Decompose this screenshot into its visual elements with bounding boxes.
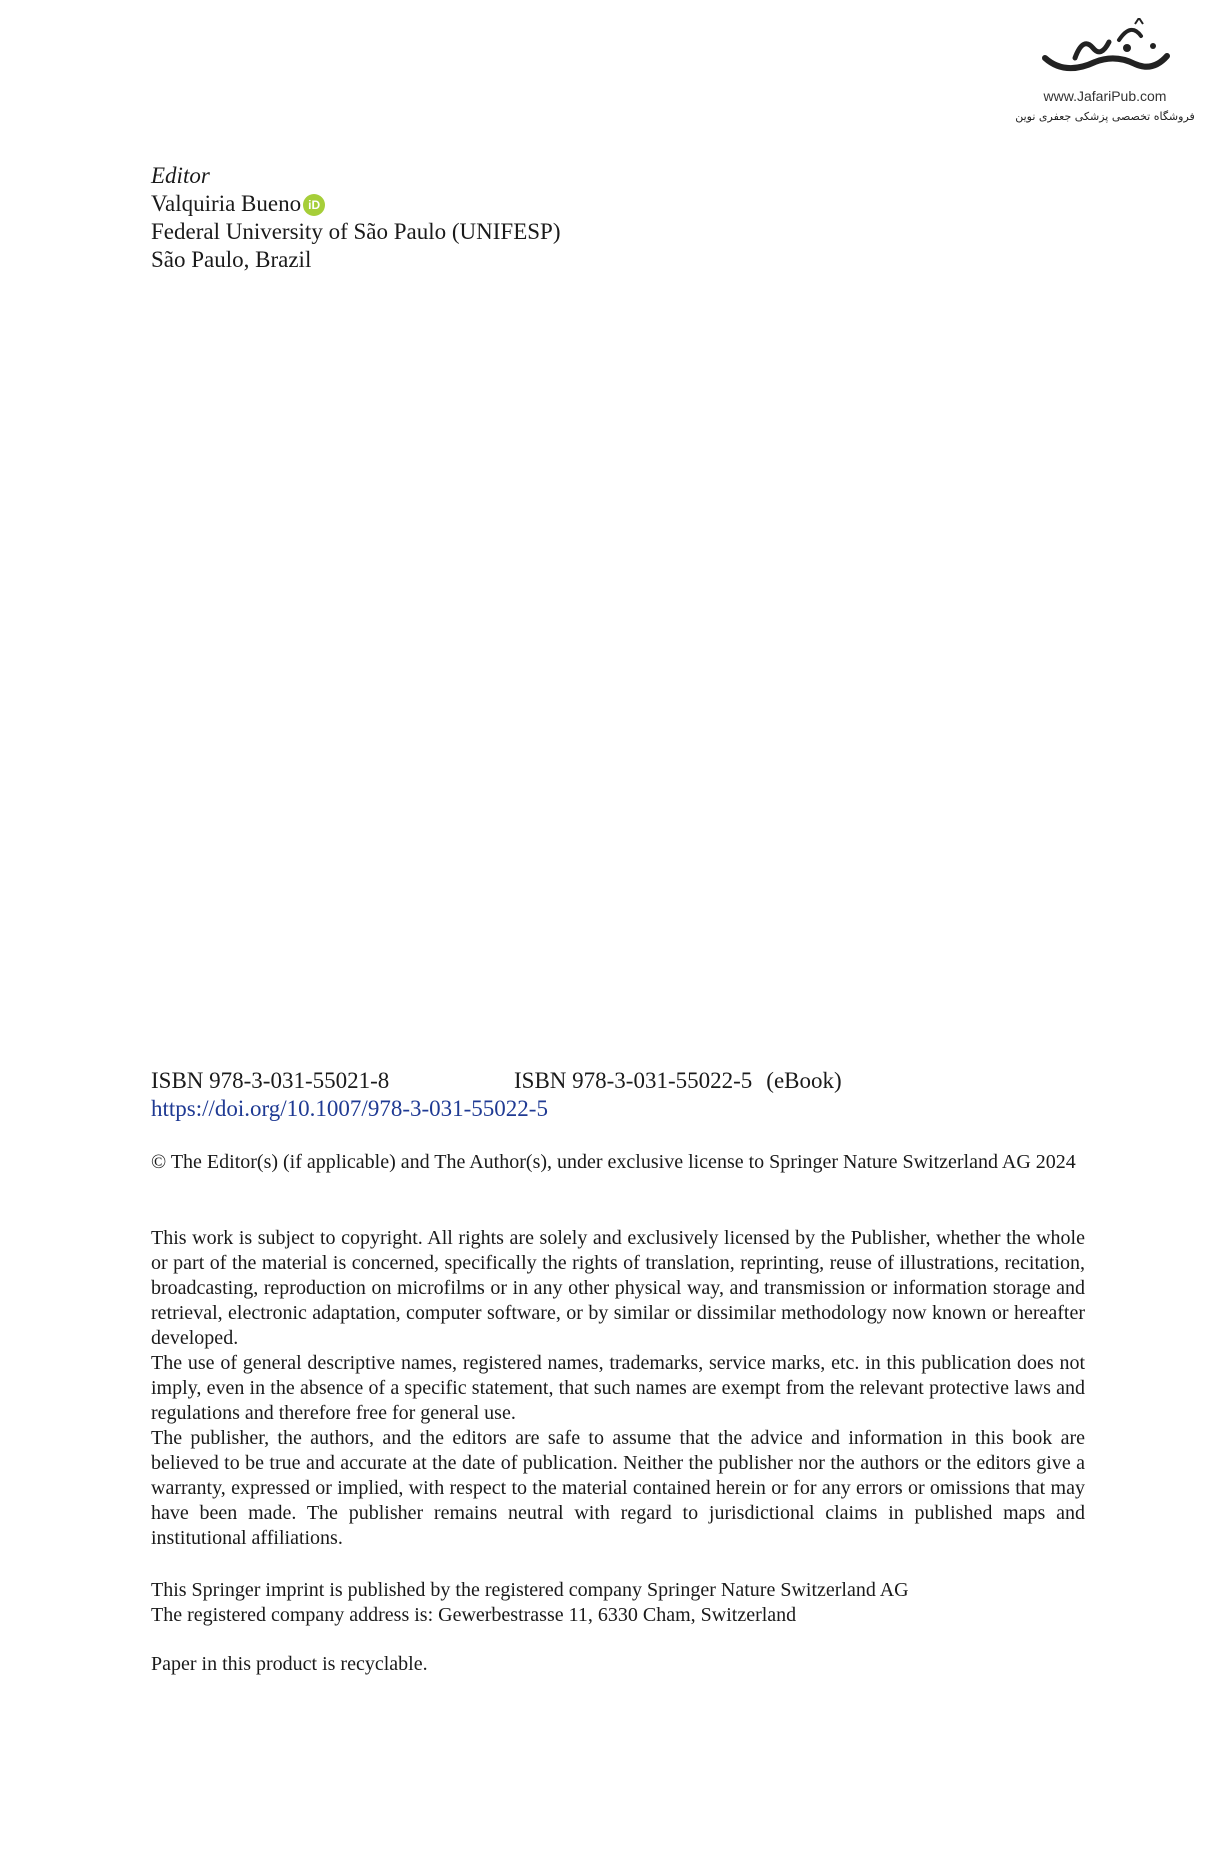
watermark-site: www.JafariPub.com	[1043, 88, 1167, 104]
recyclable-note: Paper in this product is recyclable.	[151, 1653, 428, 1675]
watermark-tagline: فروشگاه تخصصی پزشکی جعفری نوین	[1015, 110, 1195, 123]
isbn-ebook: ISBN 978-3-031-55022-5	[514, 1068, 753, 1093]
calligraphy-logo-icon	[1035, 18, 1175, 86]
editor-block	[151, 162, 561, 274]
imprint-block	[151, 1578, 1085, 1628]
isbn-row	[151, 1067, 842, 1095]
copyright-notice: © The Editor(s) (if applicable) and The Author(s), under exclusive license to Springer Nature Switzerland AG 2024	[151, 1151, 1076, 1173]
rights-paragraph: This work is subject to copyright. All rights are solely and exclusively licensed by the Publisher, whether the whole or part of the material is concerned, specifically the rights of translation, reprinting, reuse of illustrations, recitation, broadcasting, reproduction on microfilms or in any other physical way, and transmission or information storage and retrieval, electronic adaptation, computer software, or by similar or dissimilar methodology now known or hereafter developed.	[151, 1227, 1085, 1349]
publisher-watermark	[1000, 18, 1210, 140]
imprint-address: The registered company address is: Gewerbestrasse 11, 6330 Cham, Switzerland	[151, 1604, 797, 1626]
isbn-print: ISBN 978-3-031-55021-8	[151, 1068, 390, 1093]
editor-name: Valquiria Bueno	[151, 191, 302, 216]
editor-location: São Paulo, Brazil	[151, 247, 312, 272]
rights-statement	[151, 1226, 1085, 1551]
editor-name-line	[151, 190, 561, 218]
doi-link[interactable]: https://doi.org/10.1007/978-3-031-55022-5	[151, 1096, 548, 1121]
imprint-line: This Springer imprint is published by the registered company Springer Nature Switzerland AG	[151, 1579, 909, 1601]
editor-affiliation: Federal University of São Paulo (UNIFESP)	[151, 219, 561, 244]
editor-label: Editor	[151, 163, 210, 188]
rights-paragraph: The publisher, the authors, and the editors are safe to assume that the advice and information in this book are believed to be true and accurate at the date of publication. Neither the publisher nor the authors or the editors give a warranty, expressed or implied, with respect to the material contained herein or for any errors or omissions that may have been made. The publisher remains neutral with regard to jurisdictional claims in published maps and institutional affiliations.	[151, 1427, 1085, 1549]
isbn-ebook-note: (eBook)	[766, 1068, 842, 1093]
orcid-icon[interactable]: iD	[303, 194, 325, 216]
rights-paragraph: The use of general descriptive names, registered names, trademarks, service marks, etc. in this publication does not imply, even in the absence of a specific statement, that such names are exempt from the relevant protective laws and regulations and therefore free for general use.	[151, 1352, 1085, 1424]
